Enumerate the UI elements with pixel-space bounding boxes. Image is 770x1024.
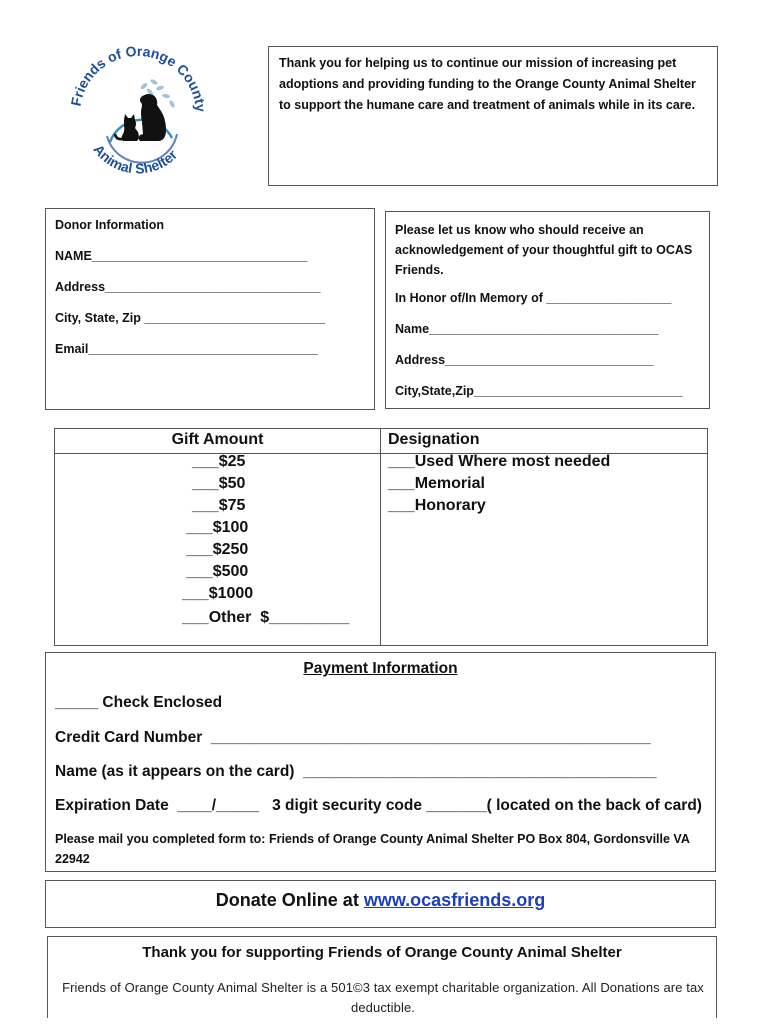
donor-information-box [45, 208, 375, 410]
acknowledgement-intro: Please let us know who should receive an acknowledgement of your thoughtful gift to OCAS Friends. [395, 223, 693, 277]
donate-online-prefix: Donate Online at [215, 890, 364, 910]
gift-option-1000[interactable]: ___$1000 [182, 585, 254, 602]
dog-silhouette-icon [139, 94, 167, 141]
donor-email-field[interactable]: Email_________________________________ [55, 342, 318, 356]
card-name-field[interactable]: Name (as it appears on the card) _________________________________________ [55, 763, 657, 780]
mission-statement-box [268, 46, 718, 186]
donate-online-box [45, 880, 716, 928]
honor-memory-field[interactable]: In Honor of/In Memory of __________________ [395, 291, 672, 305]
check-enclosed-field[interactable]: _____ Check Enclosed [55, 694, 223, 711]
mission-statement-text: Thank you for helping us to continue our mission of increasing pet adoptions and providing funding to the Orange County Animal Shelter to support the humane care and treatment of animals while in its care. [279, 56, 696, 112]
designation-heading: Designation [388, 431, 480, 448]
gift-option-250[interactable]: ___$250 [186, 541, 249, 558]
payment-information-title: Payment Information [303, 660, 458, 677]
cat-and-dog-logo-icon [62, 42, 212, 182]
recipient-name-field[interactable]: Name_________________________________ [395, 322, 659, 336]
gift-option-50[interactable]: ___$50 [192, 475, 246, 492]
recipient-city-state-zip-field[interactable]: City,State,Zip______________________________ [395, 384, 683, 398]
acknowledgement-box [385, 211, 710, 409]
designation-most-needed[interactable]: ___Used Where most needed [388, 453, 611, 470]
gift-designation-table [54, 428, 708, 646]
donor-information-title: Donor Information [55, 218, 165, 232]
donate-online-text [46, 890, 715, 911]
credit-card-number-field[interactable]: Credit Card Number ___________________________________________________ [55, 729, 651, 746]
gift-option-75[interactable]: ___$75 [192, 497, 246, 514]
recipient-address-field[interactable]: Address______________________________ [395, 353, 654, 367]
designation-honorary[interactable]: ___Honorary [388, 497, 486, 514]
designation-memorial[interactable]: ___Memorial [388, 475, 485, 492]
gift-option-100[interactable]: ___$100 [186, 519, 249, 536]
donate-online-link[interactable]: www.ocasfriends.org [363, 890, 546, 910]
gift-option-25[interactable]: ___$25 [192, 453, 246, 470]
shelter-logo [62, 42, 212, 182]
donor-city-state-zip-field[interactable]: City, State, Zip __________________________ [55, 311, 326, 325]
donor-address-field[interactable]: Address_______________________________ [55, 280, 321, 294]
expiration-security-code-field[interactable]: Expiration Date ____/_____ 3 digit security code _______( located on the back of card) [55, 797, 702, 814]
tax-exempt-note: Friends of Orange County Animal Shelter is a 501©3 tax exempt charitable organization. All Donations are tax deductible. [62, 980, 704, 1015]
gift-option-other[interactable]: ___Other $_________ [182, 609, 350, 626]
gift-amount-heading: Gift Amount [171, 431, 264, 448]
gift-option-500[interactable]: ___$500 [186, 563, 249, 580]
logo-text-top: Friends of Orange County [67, 42, 210, 113]
donor-name-field[interactable]: NAME_______________________________ [55, 249, 308, 263]
thank-you-title: Thank you for supporting Friends of Orange County Animal Shelter [142, 944, 622, 961]
payment-information-box [45, 652, 716, 872]
thank-you-box [47, 936, 717, 1018]
mailing-instructions: Please mail you completed form to: Friends of Orange County Animal Shelter PO Box 804, Gordonsville VA 22942 [55, 832, 690, 866]
table-column-divider [380, 429, 381, 645]
logo-text-bottom: Animal Shelter [90, 141, 181, 177]
